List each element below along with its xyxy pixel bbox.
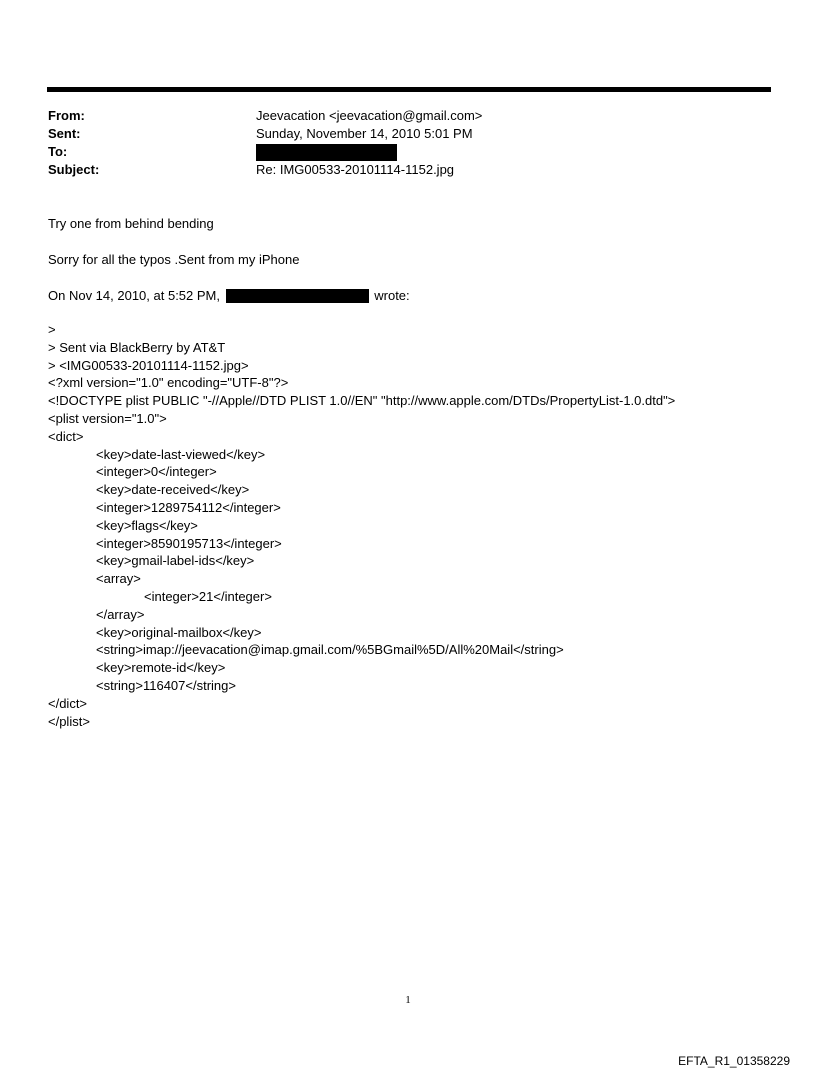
from-label: From: (48, 108, 85, 123)
email-header (48, 107, 768, 179)
quoted-line: <key>flags</key> (96, 517, 198, 533)
quoted-line: </dict> (48, 695, 88, 711)
quoted-line: <array> (96, 571, 141, 587)
quoted-line: <?xml version="1.0" encoding="UTF-8"?> (48, 375, 289, 391)
body-line-2: Sorry for all the typos .Sent from my iPhone (48, 252, 300, 267)
sent-row (48, 125, 768, 143)
from-row (48, 107, 768, 125)
quote-intro (48, 287, 410, 305)
quoted-line: <!DOCTYPE plist PUBLIC "-//Apple//DTD PLIST 1.0//EN" "http://www.apple.com/DTDs/PropertyList-1.0.dtd"> (48, 393, 676, 409)
to-label: To: (48, 144, 68, 159)
to-row (48, 143, 768, 161)
quoted-line: > Sent via BlackBerry by AT&T (48, 339, 226, 355)
quoted-line: <integer>8590195713</integer> (96, 535, 282, 551)
quoted-line: <key>gmail-label-ids</key> (96, 553, 255, 569)
quote-intro-after: wrote: (374, 288, 410, 303)
quoted-line: <key>remote-id</key> (96, 660, 226, 676)
header-divider (47, 87, 771, 92)
quoted-line: <key>date-received</key> (96, 482, 250, 498)
from-value: Jeevacation <jeevacation@gmail.com> (256, 108, 483, 123)
quoted-line: <dict> (48, 428, 84, 444)
quoted-line: <integer>1289754112</integer> (96, 499, 281, 515)
quoted-line: <integer>21</integer> (144, 588, 272, 604)
subject-value: Re: IMG00533-20101114-1152.jpg (256, 162, 455, 177)
quoted-line: </array> (96, 606, 145, 622)
quoted-line: <string>116407</string> (96, 677, 236, 693)
quoted-plist-block (48, 321, 675, 730)
document-id: EFTA_R1_01358229 (678, 1054, 790, 1068)
subject-row (48, 161, 768, 179)
sent-label: Sent: (48, 126, 81, 141)
quoted-line: <integer>0</integer> (96, 464, 217, 480)
body-line-1: Try one from behind bending (48, 216, 214, 231)
quote-intro-before: On Nov 14, 2010, at 5:52 PM, (48, 288, 220, 303)
subject-label: Subject: (48, 162, 100, 177)
quoted-line: <string>imap://jeevacation@imap.gmail.com/%5BGmail%5D/All%20Mail</string> (96, 642, 564, 658)
quoted-line: <key>original-mailbox</key> (96, 624, 262, 640)
sender-redaction (226, 289, 369, 303)
sent-value: Sunday, November 14, 2010 5:01 PM (256, 126, 473, 141)
to-redaction (256, 144, 397, 161)
quoted-line: </plist> (48, 713, 90, 729)
quoted-line: > (48, 322, 56, 337)
page-number: 1 (405, 994, 411, 1006)
quoted-line: <plist version="1.0"> (48, 410, 167, 426)
quoted-line: <key>date-last-viewed</key> (96, 446, 266, 462)
quoted-line: > <IMG00533-20101114-1152.jpg> (48, 357, 249, 373)
